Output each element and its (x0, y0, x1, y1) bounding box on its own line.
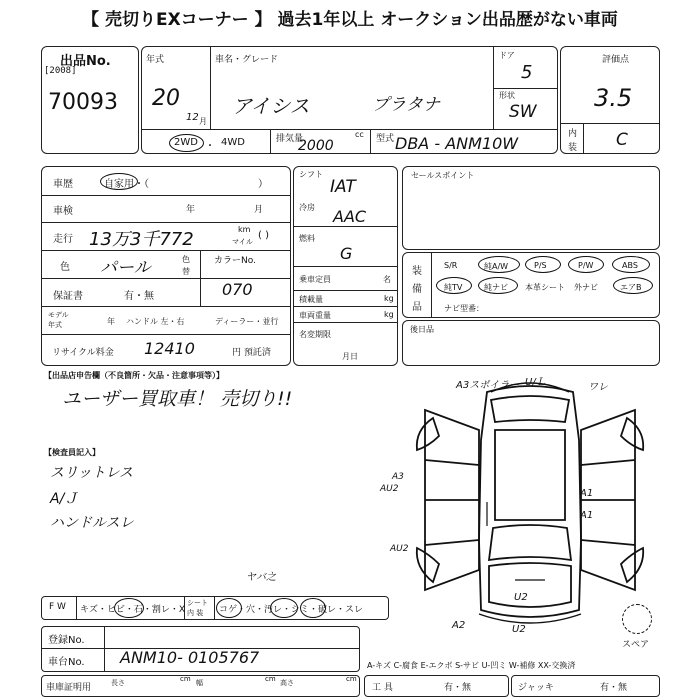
mileage-value: 13万3千772 (89, 229, 194, 250)
capacity-label: 乗車定員 (299, 275, 331, 284)
notes-box (402, 320, 660, 366)
model-year-label-2: 年式 (48, 321, 62, 329)
mileage-paren: ( ) (258, 230, 269, 241)
body-value: SW (509, 102, 537, 122)
inspection-year-unit: 年 (186, 205, 196, 215)
fw-crack-circle (114, 598, 144, 618)
year-value: 20 (152, 86, 180, 111)
color-label: 色 (60, 262, 70, 273)
dim-width-unit: cm (265, 675, 276, 683)
color-value: パール (100, 258, 151, 278)
seat-label-1: シート (187, 599, 208, 607)
option-ext-navi: 外ナビ (574, 283, 598, 292)
interior-value: C (616, 130, 628, 150)
shift-label: シフト (299, 170, 323, 179)
mileage-label: 走行 (53, 234, 73, 245)
diagram-label-ul-top: U/Ｌ (525, 377, 546, 388)
year-label: 年式 (146, 55, 165, 65)
legend-text: A-キズ C-腐食 E-エクボ S-サビ U-凹ミ W-補修 XX-交換済 (367, 661, 576, 670)
option-leather: 本革シート (525, 283, 565, 292)
weight-label: 車両重量 (299, 311, 331, 320)
warranty-options: 有・無 (124, 291, 154, 302)
warranty-label: 保証書 (53, 291, 83, 302)
color-no-label: カラーNo. (214, 256, 256, 266)
fuel-value: G (340, 244, 353, 263)
damage-note: ヤバ之 (246, 572, 276, 583)
diagram-label-u2-bumper: U2 (512, 624, 526, 635)
diagram-label-a1-right-2: A1 (580, 510, 594, 521)
drive-4wd: 4WD (221, 137, 245, 148)
mileage-unit-km: km (238, 225, 251, 234)
option-sr: S/R (444, 261, 458, 270)
model-year-unit: 年 (107, 317, 115, 326)
inspection-month-unit: 月 (254, 205, 264, 215)
name-value: アイシス (232, 94, 310, 118)
color-change-1: 色 (182, 255, 190, 264)
sales-point-label: セールスポイント (411, 171, 475, 180)
inspection-label: 車検 (53, 206, 73, 217)
seat-burn-circle (216, 598, 242, 618)
lot-label: 出品No. (60, 54, 111, 69)
chassis-label: 車台No. (48, 657, 85, 668)
color-change-2: 替 (182, 267, 190, 276)
load-unit: kg (384, 294, 394, 303)
garage-cert-label: 車庫証明用 (46, 683, 92, 693)
displacement-unit: cc (355, 130, 364, 139)
seat-spot-circle (300, 598, 326, 618)
interior-label-1: 内 (568, 129, 578, 139)
ac-value: AAC (333, 207, 367, 226)
lot-number: 70093 (48, 90, 118, 115)
tools-options: 有・無 (444, 683, 472, 693)
name-label: 車名・グレード (215, 55, 279, 65)
fw-label: F W (49, 602, 66, 612)
month-value: 12 (186, 112, 199, 123)
recycle-label: リサイクル料金 (52, 348, 114, 358)
page-title: 【 売切りEXコーナー 】 過去1年以上 オークション出品歴がない車両 (82, 9, 618, 30)
fw-items: キズ・ヒビ・石・割レ・X (80, 605, 185, 615)
recycle-unit: 円 預託済 (232, 348, 271, 358)
change-unit: 月日 (342, 352, 358, 361)
spare-tire-icon (622, 604, 652, 634)
capacity-unit: 名 (383, 275, 391, 284)
load-label: 積載量 (299, 295, 323, 304)
interior-label-2: 装 (568, 143, 578, 153)
shift-value: IAT (330, 177, 356, 197)
score-label: 評価点 (602, 55, 630, 65)
inspector-label: 【検査員記入】 (44, 448, 100, 457)
dim-height: 高さ (280, 679, 294, 687)
option-abs: ABS (622, 261, 638, 270)
lot-year-stamp: [2008] (44, 66, 77, 76)
jack-label: ジャッキ (518, 683, 554, 693)
history-box (41, 166, 291, 366)
jack-options: 有・無 (600, 683, 628, 693)
score-value: 3.5 (594, 84, 633, 112)
option-airbag: エアB (620, 283, 642, 292)
diagram-label-a3-left: A3 (392, 472, 404, 482)
options-label-1: 装 (412, 266, 422, 277)
handle-label: ハンドル 左・右 (126, 317, 185, 326)
dealer-label: ディーラー・並行 (215, 317, 279, 326)
navi-model-label: ナビ型番： (444, 304, 484, 313)
grade-value: プラタナ (372, 95, 440, 115)
ac-label: 冷房 (299, 203, 315, 212)
displacement-value: 2000 (298, 138, 334, 154)
seat-label-2: 内 装 (187, 609, 204, 617)
option-navi: 純ナビ (484, 283, 508, 292)
diagram-label-a3-spoiler: A3スポイラー (456, 380, 520, 391)
displacement-label: 排気量 (276, 134, 304, 144)
seller-notes-text: ユーザー買取車！ 売切り!! (62, 388, 293, 410)
option-ps: P/S (534, 261, 547, 270)
option-awheel: 純A/W (484, 262, 509, 271)
history-label: 車歴 (53, 179, 73, 190)
model-year-label-1: モデル (48, 311, 69, 319)
doors-value: 5 (521, 62, 533, 83)
history-options: 自家用・（ (104, 179, 149, 190)
drive-sep: ・ (205, 141, 215, 152)
dim-length-unit: cm (180, 675, 191, 683)
diagram-label-u2-front: U2 (514, 592, 528, 603)
options-label-3: 品 (412, 302, 422, 313)
history-close: ） (258, 179, 268, 190)
dim-width: 幅 (196, 679, 203, 687)
options-label-2: 備 (412, 284, 422, 295)
dim-length: 長さ (111, 679, 125, 687)
inspector-line-1: スリットレス (50, 465, 134, 481)
registration-label: 登録No. (48, 635, 85, 646)
seat-items: コゲ・穴・汚レ・シミ・破レ・スレ (219, 605, 364, 615)
model-label: 型式 (376, 134, 395, 144)
option-tv: 純TV (444, 283, 463, 292)
diagram-label-au2-bottom: AU2 (390, 544, 409, 554)
notes-label: 後日品 (410, 325, 434, 334)
month-unit: 月 (199, 117, 207, 126)
seller-notes-label: 【出品店申告欄（不良箇所・欠品・注意事項等）】 (44, 371, 224, 380)
diagram-label-crack: ワレ (588, 382, 608, 393)
chassis-value: ANM10- 0105767 (120, 648, 260, 667)
drive-2wd: 2WD (174, 137, 198, 148)
seat-stain-circle (270, 598, 298, 618)
color-no-value: 070 (222, 280, 253, 299)
diagram-label-a1-right-1: A1 (580, 488, 594, 499)
diagram-label-au2-left: AU2 (380, 484, 399, 494)
doors-label: ドア (499, 51, 515, 60)
model-value: DBA - ANM10W (395, 134, 519, 153)
dim-height-unit: cm (346, 675, 357, 683)
body-label: 形状 (499, 91, 515, 100)
inspector-line-3: ハンドルスレ (50, 515, 134, 531)
weight-unit: kg (384, 310, 394, 319)
fuel-label: 燃料 (299, 234, 315, 243)
spare-label: スペア (622, 640, 650, 650)
diagram-label-a2: A2 (452, 620, 466, 631)
option-pw: P/W (578, 261, 594, 270)
change-label: 名変期限 (299, 330, 331, 339)
inspector-line-2: A/Ｊ (50, 491, 79, 507)
mileage-unit-mile: マイル (232, 238, 253, 246)
recycle-value: 12410 (144, 339, 195, 358)
tools-label: 工 具 (372, 683, 393, 693)
car-diagram (395, 370, 665, 642)
